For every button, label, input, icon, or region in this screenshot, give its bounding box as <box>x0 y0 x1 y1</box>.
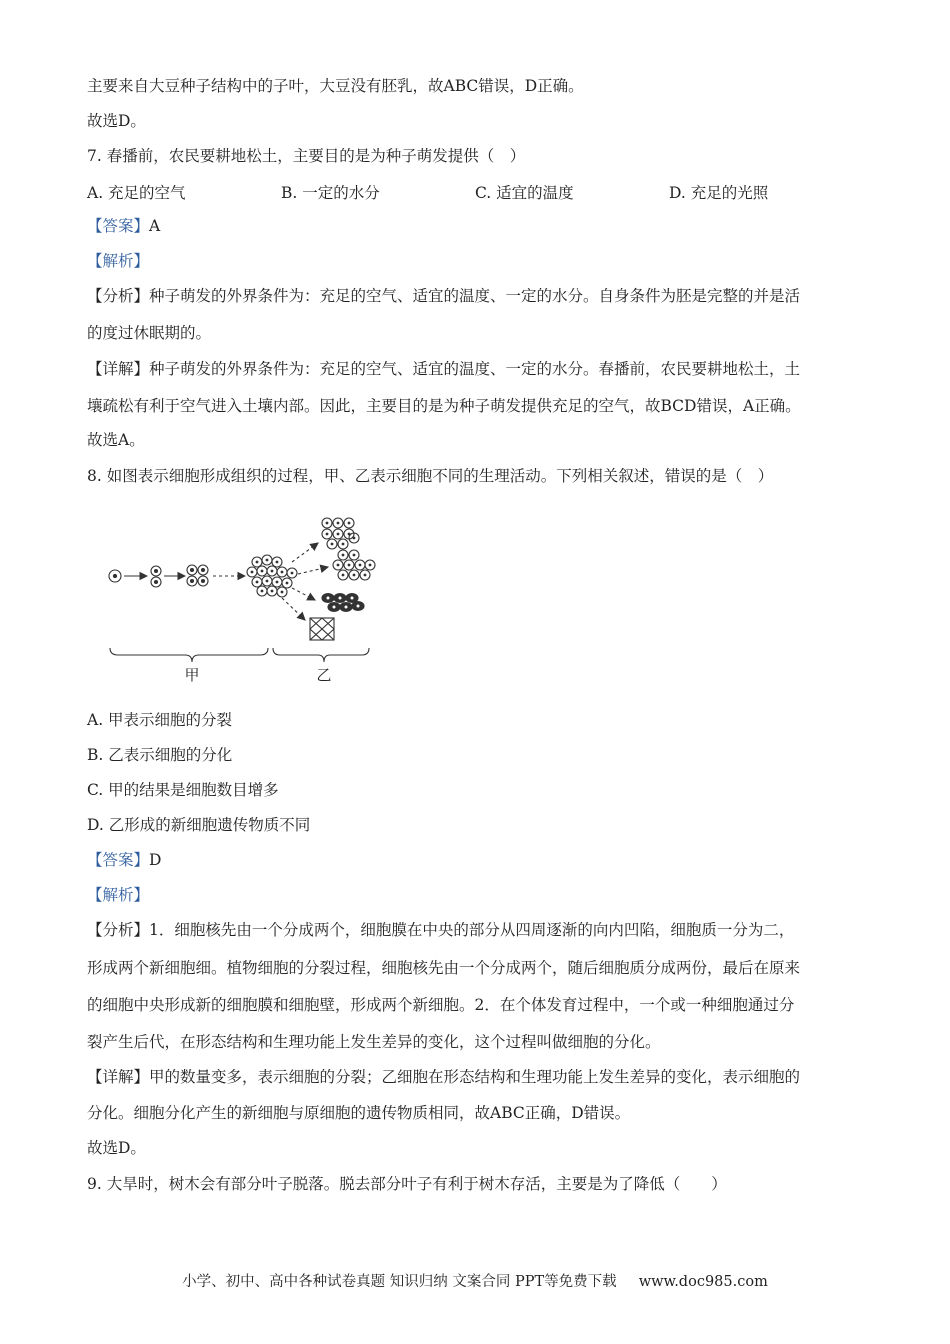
xiangjie-tag: 【详解】 <box>87 360 150 378</box>
q8-option-d: D. 乙形成的新细胞遗传物质不同 <box>87 816 311 834</box>
text-line: 主要来自大豆种子结构中的子叶，大豆没有胚乳，故ABC错误，D正确。 <box>87 77 584 95</box>
text-line: 的细胞中央形成新的细胞膜和细胞壁，形成两个新细胞。2．在个体发育过程中，一个或一种细胞通过分 <box>87 996 795 1014</box>
q8-analysis-heading <box>87 885 149 905</box>
brace-jia <box>110 648 268 662</box>
fenxi-tag: 【分析】 <box>87 287 150 305</box>
q8-option-a: A. 甲表示细胞的分裂 <box>87 711 233 729</box>
tissue-2-icon <box>333 550 375 580</box>
footer-text: 小学、初中、高中各种试卷真题 知识归纳 文案合同 PPT等免费下载 <box>182 1274 617 1290</box>
brace-yi <box>273 648 369 662</box>
q8-xiangjie <box>87 1067 800 1087</box>
q7-analysis-heading <box>87 251 149 271</box>
tissue-3-icon <box>322 594 364 612</box>
page-footer <box>0 1270 950 1291</box>
q8-option-c: C. 甲的结果是细胞数目增多 <box>87 781 279 799</box>
text-line: 故选D。 <box>87 1139 146 1157</box>
analysis-tag: 【解析】 <box>87 252 150 270</box>
text-line: 裂产生后代，在形态结构和生理功能上发生差异的变化，这个过程叫做细胞的分化。 <box>87 1033 661 1051</box>
single-cell-icon <box>109 570 121 582</box>
fenxi-text: 种子萌发的外界条件为：充足的空气、适宜的温度、一定的水分。自身条件为胚是完整的并是活 <box>149 287 801 305</box>
tissue-1-icon <box>322 518 359 549</box>
answer-value: A <box>149 217 161 235</box>
q7-option-b: B. 一定的水分 <box>281 184 380 202</box>
q7-xiangjie <box>87 359 800 379</box>
question-9: 9. 大旱时，树木会有部分叶子脱落。脱去部分叶子有利于树木存活，主要是为了降低（ ） <box>87 1175 727 1193</box>
text-line: 壤疏松有利于空气进入土壤内部。因此，主要目的是为种子萌发提供充足的空气，故BCD错误，A正确。 <box>87 397 801 415</box>
question-7: 7. 春播前，农民要耕地松土，主要目的是为种子萌发提供（ ） <box>87 147 526 165</box>
q7-options <box>87 181 867 201</box>
q7-option-c: C. 适宜的温度 <box>475 184 574 202</box>
text-line: 故选A。 <box>87 431 145 449</box>
text-line: 的度过休眠期的。 <box>87 324 212 342</box>
answer-value: D <box>149 851 162 869</box>
cell-division-diagram <box>100 510 390 690</box>
fenxi-tag: 【分析】 <box>87 921 150 939</box>
text-line: 形成两个新细胞细。植物细胞的分裂过程，细胞核先由一个分成两个，随后细胞质分成两份，最后在原来 <box>87 959 801 977</box>
cell-cluster-icon <box>247 555 297 597</box>
four-cells-icon <box>187 565 208 586</box>
xiangjie-tag: 【详解】 <box>87 1068 150 1086</box>
analysis-tag: 【解析】 <box>87 886 150 904</box>
q8-answer <box>87 850 161 870</box>
q8-option-b: B. 乙表示细胞的分化 <box>87 746 233 764</box>
text-line: 故选D。 <box>87 112 146 130</box>
answer-tag: 【答案】 <box>87 217 150 235</box>
question-8: 8. 如图表示细胞形成组织的过程，甲、乙表示细胞不同的生理活动。下列相关叙述，错误的是（ ） <box>87 467 774 485</box>
xiangjie-text: 种子萌发的外界条件为：充足的空气、适宜的温度、一定的水分。春播前，农民要耕地松土，土 <box>149 360 801 378</box>
fenxi-text: 1．细胞核先由一个分成两个，细胞膜在中央的部分从四周逐渐的向内凹陷，细胞质一分为二， <box>149 921 795 939</box>
label-jia: 甲 <box>184 666 200 684</box>
two-cells-icon <box>151 566 161 587</box>
q7-option-d: D. 充足的光照 <box>669 184 769 202</box>
q7-fenxi <box>87 286 800 306</box>
tissue-4-icon <box>310 618 334 640</box>
q7-answer <box>87 216 160 236</box>
q7-option-a: A. 充足的空气 <box>87 184 186 202</box>
footer-url[interactable]: www.doc985.com <box>638 1274 768 1290</box>
xiangjie-text: 甲的数量变多，表示细胞的分裂；乙细胞在形态结构和生理功能上发生差异的变化，表示细胞的 <box>149 1068 801 1086</box>
label-yi: 乙 <box>316 666 332 684</box>
answer-tag: 【答案】 <box>87 851 150 869</box>
q8-fenxi <box>87 920 794 940</box>
text-line: 分化。细胞分化产生的新细胞与原细胞的遗传物质相同，故ABC正确，D错误。 <box>87 1104 631 1122</box>
